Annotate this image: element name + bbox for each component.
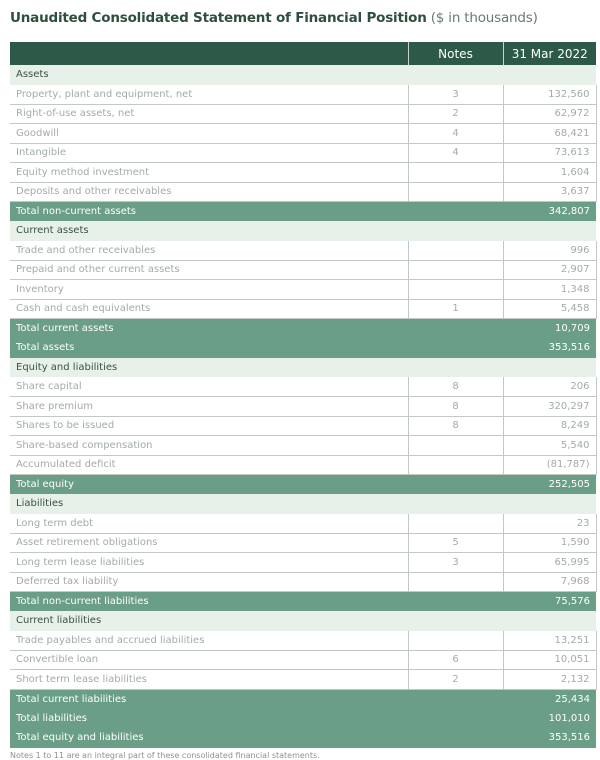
line-item-row: [10, 85, 596, 105]
financial-position-table: [10, 42, 597, 748]
note-ref: [408, 631, 503, 651]
section-label: Liabilities: [10, 494, 596, 514]
line-item-row: [10, 280, 596, 300]
line-item-row: [10, 104, 596, 124]
line-item-label: Cash and cash equivalents: [10, 299, 408, 319]
line-item-label: Asset retirement obligations: [10, 533, 408, 553]
note-ref: 2: [408, 670, 503, 690]
table-header-row: [10, 42, 596, 65]
line-item-label: Total liabilities: [10, 709, 408, 729]
line-item-label: Share capital: [10, 377, 408, 397]
line-item-row: [10, 514, 596, 534]
note-ref: [408, 163, 503, 183]
line-item-row: [10, 260, 596, 280]
line-item-row: [10, 299, 596, 319]
amount: 65,995: [503, 553, 596, 573]
note-ref: 8: [408, 397, 503, 417]
line-item-row: [10, 553, 596, 573]
total-row: [10, 709, 596, 729]
line-item-label: Convertible loan: [10, 650, 408, 670]
section-header-row: [10, 494, 596, 514]
line-item-label: Share premium: [10, 397, 408, 417]
note-ref: 8: [408, 416, 503, 436]
line-item-label: Total equity: [10, 475, 408, 495]
note-ref: [408, 572, 503, 592]
amount: (81,787): [503, 455, 596, 475]
amount: 996: [503, 241, 596, 261]
amount: 2,907: [503, 260, 596, 280]
amount: 132,560: [503, 85, 596, 105]
section-label: Current assets: [10, 221, 596, 241]
amount: 353,516: [503, 338, 596, 358]
line-item-row: [10, 124, 596, 144]
amount: 2,132: [503, 670, 596, 690]
amount: 25,434: [503, 689, 596, 709]
line-item-label: Total current liabilities: [10, 689, 408, 709]
amount: 252,505: [503, 475, 596, 495]
line-item-label: Accumulated deficit: [10, 455, 408, 475]
line-item-row: [10, 533, 596, 553]
note-ref: 1: [408, 299, 503, 319]
line-item-row: [10, 670, 596, 690]
line-item-label: Total assets: [10, 338, 408, 358]
note-ref: [408, 280, 503, 300]
line-item-label: Total non-current assets: [10, 202, 408, 222]
amount: 320,297: [503, 397, 596, 417]
note-ref: [408, 514, 503, 534]
note-ref: 2: [408, 104, 503, 124]
statement-unit: ($ in thousands): [430, 10, 538, 26]
line-item-row: [10, 631, 596, 651]
amount: 62,972: [503, 104, 596, 124]
note-ref: 3: [408, 553, 503, 573]
total-row: [10, 319, 596, 339]
amount: 10,051: [503, 650, 596, 670]
section-header-row: [10, 65, 596, 85]
note-ref: [408, 319, 503, 339]
note-ref: [408, 689, 503, 709]
line-item-label: Prepaid and other current assets: [10, 260, 408, 280]
amount: 10,709: [503, 319, 596, 339]
line-item-label: Long term debt: [10, 514, 408, 534]
amount: 75,576: [503, 592, 596, 612]
line-item-row: [10, 572, 596, 592]
note-ref: [408, 241, 503, 261]
amount: 73,613: [503, 143, 596, 163]
line-item-row: [10, 377, 596, 397]
amount: 5,540: [503, 436, 596, 456]
note-ref: [408, 728, 503, 748]
amount: 1,590: [503, 533, 596, 553]
note-ref: 3: [408, 85, 503, 105]
note-ref: [408, 709, 503, 729]
amount: 68,421: [503, 124, 596, 144]
line-item-row: [10, 182, 596, 202]
section-label: Current liabilities: [10, 611, 596, 631]
line-item-label: Goodwill: [10, 124, 408, 144]
note-ref: [408, 436, 503, 456]
line-item-label: Short term lease liabilities: [10, 670, 408, 690]
note-ref: 5: [408, 533, 503, 553]
amount: 23: [503, 514, 596, 534]
header-label-cell: [10, 42, 408, 65]
section-header-row: [10, 358, 596, 378]
amount: 342,807: [503, 202, 596, 222]
line-item-label: Trade and other receivables: [10, 241, 408, 261]
line-item-row: [10, 436, 596, 456]
note-ref: 4: [408, 124, 503, 144]
note-ref: 4: [408, 143, 503, 163]
note-ref: [408, 182, 503, 202]
amount: 3,637: [503, 182, 596, 202]
note-ref: [408, 260, 503, 280]
section-header-row: [10, 221, 596, 241]
section-label: Assets: [10, 65, 596, 85]
note-ref: 6: [408, 650, 503, 670]
line-item-label: Inventory: [10, 280, 408, 300]
line-item-label: Total current assets: [10, 319, 408, 339]
line-item-row: [10, 416, 596, 436]
line-item-label: Intangible: [10, 143, 408, 163]
amount: 206: [503, 377, 596, 397]
note-ref: [408, 338, 503, 358]
line-item-row: [10, 455, 596, 475]
line-item-row: [10, 163, 596, 183]
amount: 1,348: [503, 280, 596, 300]
line-item-label: Total non-current liabilities: [10, 592, 408, 612]
note-ref: [408, 592, 503, 612]
amount: 5,458: [503, 299, 596, 319]
amount: 101,010: [503, 709, 596, 729]
line-item-row: [10, 397, 596, 417]
amount: 13,251: [503, 631, 596, 651]
line-item-label: Property, plant and equipment, net: [10, 85, 408, 105]
amount: 353,516: [503, 728, 596, 748]
note-ref: [408, 455, 503, 475]
line-item-row: [10, 143, 596, 163]
table-body: [10, 65, 596, 748]
line-item-label: Total equity and liabilities: [10, 728, 408, 748]
statement-title: [10, 10, 538, 26]
statement-title-main: Unaudited Consolidated Statement of Financial Position: [10, 10, 427, 26]
line-item-label: Trade payables and accrued liabilities: [10, 631, 408, 651]
note-ref: [408, 475, 503, 495]
note-ref: 8: [408, 377, 503, 397]
header-period: 31 Mar 2022: [503, 42, 596, 65]
footnote: Notes 1 to 11 are an integral part of these consolidated financial statements.: [10, 751, 320, 760]
total-row: [10, 202, 596, 222]
total-row: [10, 592, 596, 612]
line-item-label: Share-based compensation: [10, 436, 408, 456]
line-item-label: Equity method investment: [10, 163, 408, 183]
header-notes: Notes: [408, 42, 503, 65]
section-label: Equity and liabilities: [10, 358, 596, 378]
total-row: [10, 728, 596, 748]
note-ref: [408, 202, 503, 222]
total-row: [10, 338, 596, 358]
total-row: [10, 475, 596, 495]
amount: 8,249: [503, 416, 596, 436]
amount: 7,968: [503, 572, 596, 592]
line-item-label: Deposits and other receivables: [10, 182, 408, 202]
line-item-label: Right-of-use assets, net: [10, 104, 408, 124]
section-header-row: [10, 611, 596, 631]
amount: 1,604: [503, 163, 596, 183]
line-item-label: Shares to be issued: [10, 416, 408, 436]
line-item-row: [10, 650, 596, 670]
line-item-label: Deferred tax liability: [10, 572, 408, 592]
total-row: [10, 689, 596, 709]
line-item-label: Long term lease liabilities: [10, 553, 408, 573]
line-item-row: [10, 241, 596, 261]
